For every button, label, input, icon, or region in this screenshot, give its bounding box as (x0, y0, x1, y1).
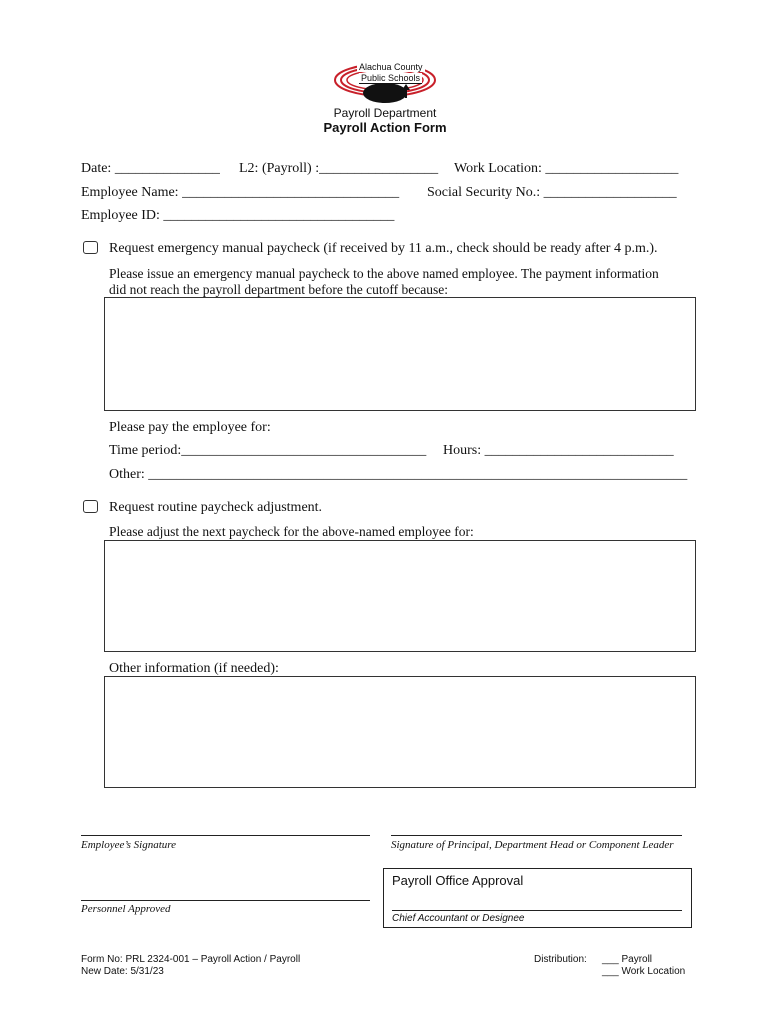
personnel-approved-line[interactable] (81, 900, 370, 901)
personnel-approved-label: Personnel Approved (81, 903, 171, 915)
payroll-office-approval-title: Payroll Office Approval (392, 873, 524, 888)
cutoff-reason-textarea[interactable] (104, 297, 696, 411)
chief-accountant-line[interactable] (392, 910, 682, 911)
routine-adjustment-checkbox[interactable] (83, 500, 98, 513)
emergency-paycheck-checkbox[interactable] (83, 241, 98, 254)
school-logo (333, 60, 437, 106)
hours-field[interactable]: Hours: ___________________________ (443, 443, 674, 458)
principal-signature-line[interactable] (391, 835, 682, 836)
employee-id-field[interactable]: Employee ID: _________________________________ (81, 208, 395, 223)
form-title: Payroll Action Form (323, 120, 447, 135)
distribution-payroll[interactable]: ___ Payroll (602, 954, 653, 965)
distribution-label: Distribution: (534, 954, 587, 965)
adjust-paycheck-label: Please adjust the next paycheck for the above-named employee for: (109, 524, 474, 539)
other-field[interactable]: Other: _____________________________________________________________________________ (109, 467, 688, 482)
routine-adjustment-label: Request routine paycheck adjustment. (109, 500, 323, 515)
date-field[interactable]: Date: _______________ (81, 161, 220, 176)
form-number: Form No: PRL 2324-001 – Payroll Action / Payroll (81, 954, 301, 965)
employee-signature-label: Employee’s Signature (81, 839, 177, 851)
emergency-paragraph-line1: Please issue an emergency manual paycheck to the above named employee. The payment information (109, 266, 659, 281)
time-period-field[interactable]: Time period:___________________________________ (109, 443, 427, 458)
ssn-field[interactable]: Social Security No.: ___________________ (427, 185, 677, 200)
emergency-paycheck-label: Request emergency manual paycheck (if received by 11 a.m., check should be ready after 4 p.m.). (109, 241, 658, 256)
chief-accountant-label: Chief Accountant or Designee (392, 913, 525, 924)
other-info-label: Other information (if needed): (109, 661, 279, 676)
l2-payroll-field[interactable]: L2: (Payroll) :_________________ (239, 161, 439, 176)
employee-signature-line[interactable] (81, 835, 370, 836)
employee-name-field[interactable]: Employee Name: _______________________________ (81, 185, 400, 200)
other-info-textarea[interactable] (104, 676, 696, 788)
pay-for-label: Please pay the employee for: (109, 420, 271, 435)
department-label: Payroll Department (333, 106, 437, 120)
form-new-date: New Date: 5/31/23 (81, 966, 164, 977)
logo-text-1: Alachua County (359, 62, 423, 72)
logo-text-2: Public Schools (361, 73, 421, 83)
emergency-paragraph-line2: did not reach the payroll department before the cutoff because: (109, 282, 448, 297)
payroll-office-approval-box (383, 868, 692, 928)
principal-signature-label: Signature of Principal, Department Head or Component Leader (391, 839, 674, 851)
work-location-field[interactable]: Work Location: ___________________ (454, 161, 679, 176)
distribution-work-location[interactable]: ___ Work Location (602, 966, 686, 977)
adjustment-textarea[interactable] (104, 540, 696, 652)
